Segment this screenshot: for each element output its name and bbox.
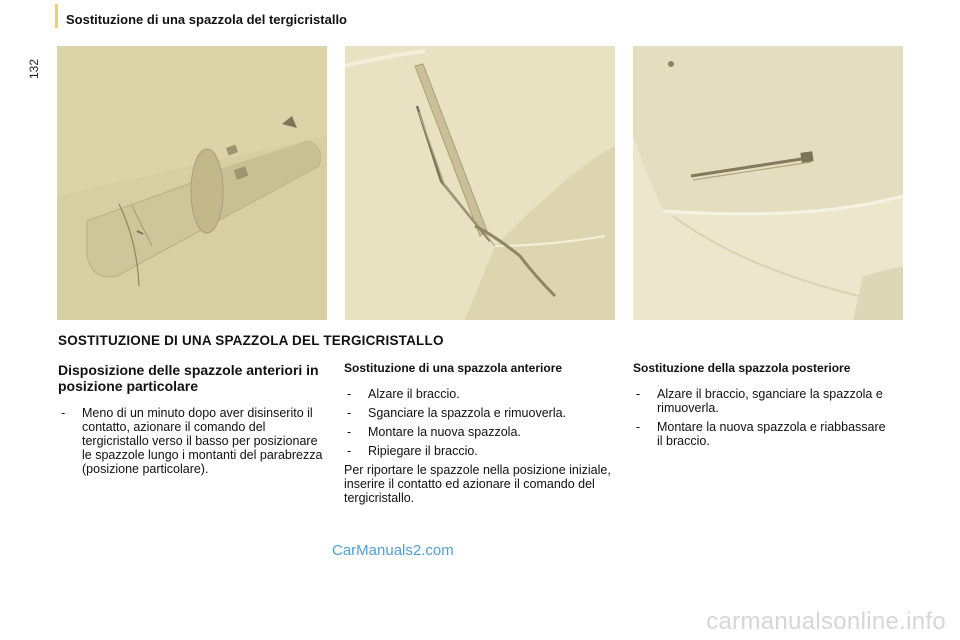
list-item: - Montare la nuova spazzola. [344, 425, 619, 439]
col2-heading: Sostituzione di una spazzola anteriore [344, 361, 563, 375]
watermark-link-carmanuals2[interactable]: CarManuals2.com [332, 542, 454, 559]
list-item: - Alzare il braccio. [344, 387, 619, 401]
rear-wiper-photo [633, 46, 903, 320]
list-item: - Meno di un minuto dopo aver disinserito il contatto, azionare il comando del tergicristallo verso il basso per posizionare le spazzole lungo i montanti del parabrezza (posizione particolare). [58, 406, 328, 476]
col3-heading: Sostituzione della spazzola posteriore [633, 361, 851, 375]
col2-list [344, 387, 619, 458]
watermark-carmanualsonline: carmanualsonline.info [706, 608, 946, 635]
front-wiper-arm-photo [345, 46, 615, 320]
column-rear-replacement [633, 362, 893, 453]
list-item: - Montare la nuova spazzola e riabbassare il braccio. [633, 420, 893, 448]
page-header-title: Sostituzione di una spazzola del tergicristallo [66, 12, 347, 27]
list-item: - Sganciare la spazzola e rimuoverla. [344, 406, 619, 420]
col1-heading: Disposizione delle spazzole anteriori in posizione particolare [58, 362, 319, 394]
list-item: - Ripiegare il braccio. [344, 444, 619, 458]
col1-list [58, 406, 328, 476]
wiper-stalk-photo [57, 46, 327, 320]
column-front-replacement [344, 362, 619, 505]
col2-note: Per riportare le spazzole nella posizione iniziale, inserire il contatto ed azionare il comando del tergicristallo. [344, 463, 611, 505]
col3-list [633, 387, 893, 448]
page-number: 132 [27, 58, 41, 80]
column-front-position [58, 362, 328, 481]
list-item: - Alzare il braccio, sganciare la spazzola e rimuoverla. [633, 387, 893, 415]
header-accent-bar [55, 4, 58, 28]
section-heading: SOSTITUZIONE DI UNA SPAZZOLA DEL TERGICRISTALLO [58, 333, 444, 348]
